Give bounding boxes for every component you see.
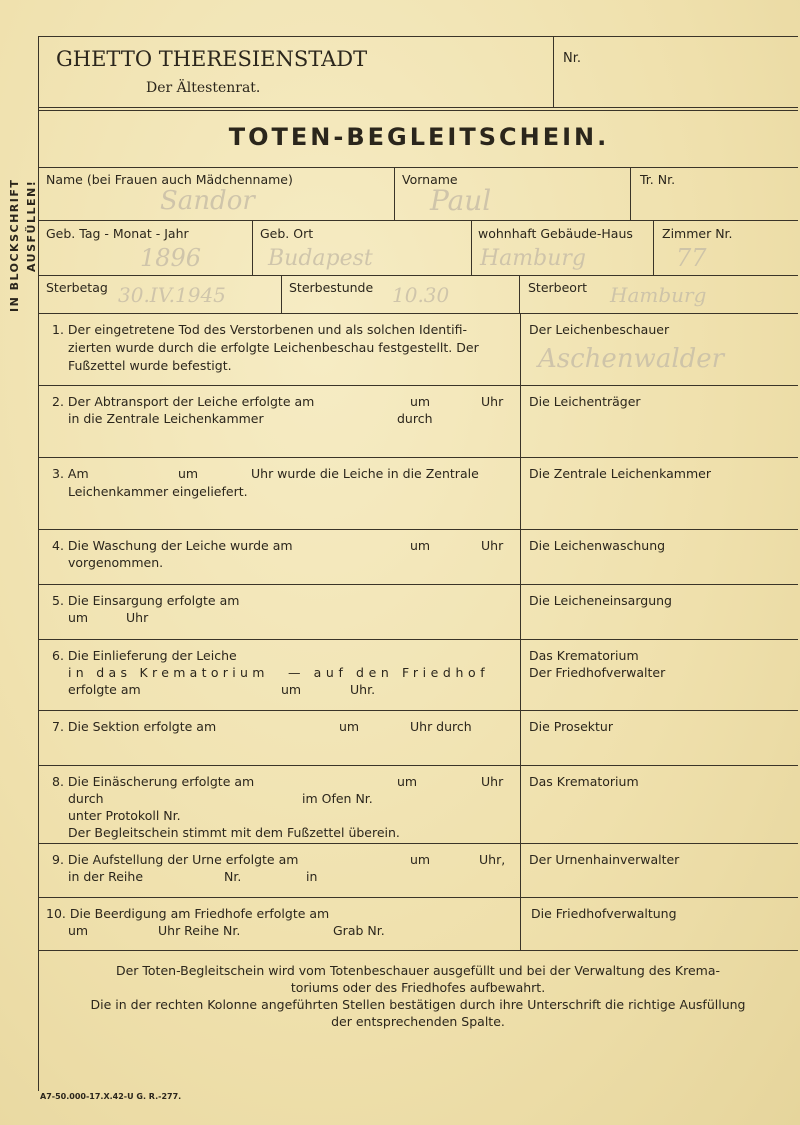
grid-line-2 <box>38 220 798 221</box>
row1-divider-a <box>394 167 395 220</box>
s2-right-label: Die Leichenträger <box>529 394 641 409</box>
s9-right-label: Der Urnenhainverwalter <box>529 852 680 867</box>
sterbeort-value: Hamburg <box>610 283 707 307</box>
sterbestunde-value: 10.30 <box>392 283 450 307</box>
s4-uhr: Uhr <box>481 538 504 553</box>
vorname-label: Vorname <box>402 172 458 187</box>
gebort-label: Geb. Ort <box>260 226 314 241</box>
s2-um: um <box>410 394 431 409</box>
s6-friedhof: — auf den Friedhof <box>288 665 490 680</box>
header-divider <box>553 36 554 108</box>
s6-right-label-1: Das Krematorium <box>529 648 639 663</box>
sterbetag-value: 30.IV.1945 <box>118 283 226 307</box>
grid-line-14 <box>38 950 798 951</box>
s10-grab: Grab Nr. <box>333 923 385 938</box>
grid-line-3 <box>38 275 798 276</box>
s8-right-label: Das Krematorium <box>529 774 639 789</box>
s8-line3: unter Protokoll Nr. <box>68 808 181 823</box>
grid-line-10 <box>38 710 798 711</box>
s3-right-label: Die Zentrale Leichenkammer <box>529 466 711 481</box>
header-bottom-line-2 <box>38 110 798 111</box>
s8-line4: Der Begleitschein stimmt mit dem Fußzettel überein. <box>68 825 400 840</box>
s6-right-label-2: Der Friedhofverwalter <box>529 665 666 680</box>
name-label: Name (bei Frauen auch Mädchenname) <box>46 172 293 187</box>
aeltestenrat-subtitle: Der Ältestenrat. <box>146 80 261 96</box>
s9-um: um <box>410 852 431 867</box>
s8-line1: 8. Die Einäscherung erfolgte am <box>52 774 255 789</box>
footer-line3: Die in der rechten Kolonne angeführten Stellen bestätigen durch ihre Unterschrift die richtige Ausfüllung <box>90 997 746 1012</box>
grid-line-13 <box>38 897 798 898</box>
sterbestunde-label: Sterbestunde <box>289 280 374 295</box>
name-value: Sandor <box>160 186 255 216</box>
s5-um: um <box>68 610 89 625</box>
s9-line1: 9. Die Aufstellung der Urne erfolgte am <box>52 852 299 867</box>
grid-line-1 <box>38 167 798 168</box>
grid-line-6 <box>38 457 798 458</box>
grid-line-11 <box>38 765 798 766</box>
nr-label: Nr. <box>563 51 582 66</box>
s7-line1: 7. Die Sektion erfolgte am <box>52 719 217 734</box>
s1-line1: 1. Der eingetretene Tod des Verstorbenen und als solchen Identifi- <box>52 322 467 337</box>
s4-line1: 4. Die Waschung der Leiche wurde am <box>52 538 293 553</box>
header-bottom-line <box>38 107 798 108</box>
print-code: A7-50.000-17.X.42-U G. R.-277. <box>40 1092 182 1101</box>
row3-divider-b <box>519 275 520 313</box>
footer-line1: Der Toten-Begleitschein wird vom Totenbeschauer ausgefüllt und bei der Verwaltung des Krema- <box>115 963 721 978</box>
vorname-value: Paul <box>430 184 492 217</box>
s9-uhr: Uhr, <box>479 852 506 867</box>
s5-uhr: Uhr <box>126 610 149 625</box>
ghetto-title: GHETTO THERESIENSTADT <box>56 47 368 71</box>
s4-line2: vorgenommen. <box>68 555 164 570</box>
s3-line2: Leichenkammer eingeliefert. <box>68 484 248 499</box>
s6-line3: erfolgte am <box>68 682 141 697</box>
s2-line1: 2. Der Abtransport der Leiche erfolgte am <box>52 394 315 409</box>
row1-divider-b <box>630 167 631 220</box>
s9-nr: Nr. <box>224 869 242 884</box>
s8-ofen: im Ofen Nr. <box>302 791 373 806</box>
side-note-ausfuellen: AUSFÜLLEN! <box>25 179 38 272</box>
form-title: TOTEN-BEGLEITSCHEIN. <box>228 123 610 151</box>
s6-uhr: Uhr. <box>350 682 376 697</box>
sterbeort-label: Sterbeort <box>528 280 587 295</box>
s3-am: 3. Am <box>52 466 89 481</box>
s6-krematorium: in das Krematorium <box>68 665 269 680</box>
sections-column-divider <box>520 313 521 950</box>
s2-uhr: Uhr <box>481 394 504 409</box>
grid-line-4 <box>38 313 798 314</box>
side-note-blockschrift: IN BLOCKSCHRIFT <box>8 178 21 312</box>
s4-um: um <box>410 538 431 553</box>
gebtag-label: Geb. Tag - Monat - Jahr <box>46 226 189 241</box>
s10-right-label: Die Friedhofverwaltung <box>531 906 677 921</box>
s7-right-label: Die Prosektur <box>529 719 613 734</box>
s5-line1: 5. Die Einsargung erfolgte am <box>52 593 240 608</box>
zimmer-label: Zimmer Nr. <box>662 226 733 241</box>
s1-line2: zierten wurde durch die erfolgte Leichenbeschau festgestellt. Der <box>68 340 479 355</box>
row2-divider-a <box>252 220 253 275</box>
s2-line2: in die Zentrale Leichenkammer <box>68 411 264 426</box>
s6-um: um <box>281 682 302 697</box>
s3-line1-rest: Uhr wurde die Leiche in die Zentrale <box>251 466 479 481</box>
footer-line2: toriums oder des Friedhofes aufbewahrt. <box>290 980 546 995</box>
s8-um: um <box>397 774 418 789</box>
grid-line-8 <box>38 584 798 585</box>
grid-line-12 <box>38 843 798 844</box>
s10-line1: 10. Die Beerdigung am Friedhofe erfolgte am <box>46 906 330 921</box>
grid-line-5 <box>38 385 798 386</box>
s9-in: in <box>306 869 318 884</box>
left-border <box>38 36 39 1091</box>
s2-durch: durch <box>397 411 433 426</box>
s1-line3: Fußzettel wurde befestigt. <box>68 358 232 373</box>
s3-um: um <box>178 466 199 481</box>
grid-line-7 <box>38 529 798 530</box>
footer-line4: der entsprechenden Spalte. <box>331 1014 505 1029</box>
sterbetag-label: Sterbetag <box>46 280 108 295</box>
row2-divider-c <box>653 220 654 275</box>
trnr-label: Tr. Nr. <box>640 172 676 187</box>
gebtag-value: 1896 <box>140 244 202 272</box>
wohnhaft-value: Hamburg <box>480 246 587 271</box>
s10-um: um <box>68 923 89 938</box>
s4-right-label: Die Leichenwaschung <box>529 538 666 553</box>
s1-signature: Aschenwalder <box>538 344 725 374</box>
zimmer-value: 77 <box>676 244 707 272</box>
gebort-value: Budapest <box>268 246 373 271</box>
s7-um: um <box>339 719 360 734</box>
s6-line1: 6. Die Einlieferung der Leiche <box>52 648 237 663</box>
s5-right-label: Die Leicheneinsargung <box>529 593 672 608</box>
row2-divider-b <box>471 220 472 275</box>
s9-line2: in der Reihe <box>68 869 144 884</box>
s8-uhr: Uhr <box>481 774 504 789</box>
grid-line-9 <box>38 639 798 640</box>
s8-durch: durch <box>68 791 104 806</box>
top-border <box>38 36 798 37</box>
wohnhaft-label: wohnhaft Gebäude-Haus <box>478 226 633 241</box>
s10-reihe: Uhr Reihe Nr. <box>158 923 241 938</box>
row3-divider-a <box>281 275 282 313</box>
s1-right-label: Der Leichenbeschauer <box>529 322 670 337</box>
s7-uhr: Uhr durch <box>410 719 472 734</box>
